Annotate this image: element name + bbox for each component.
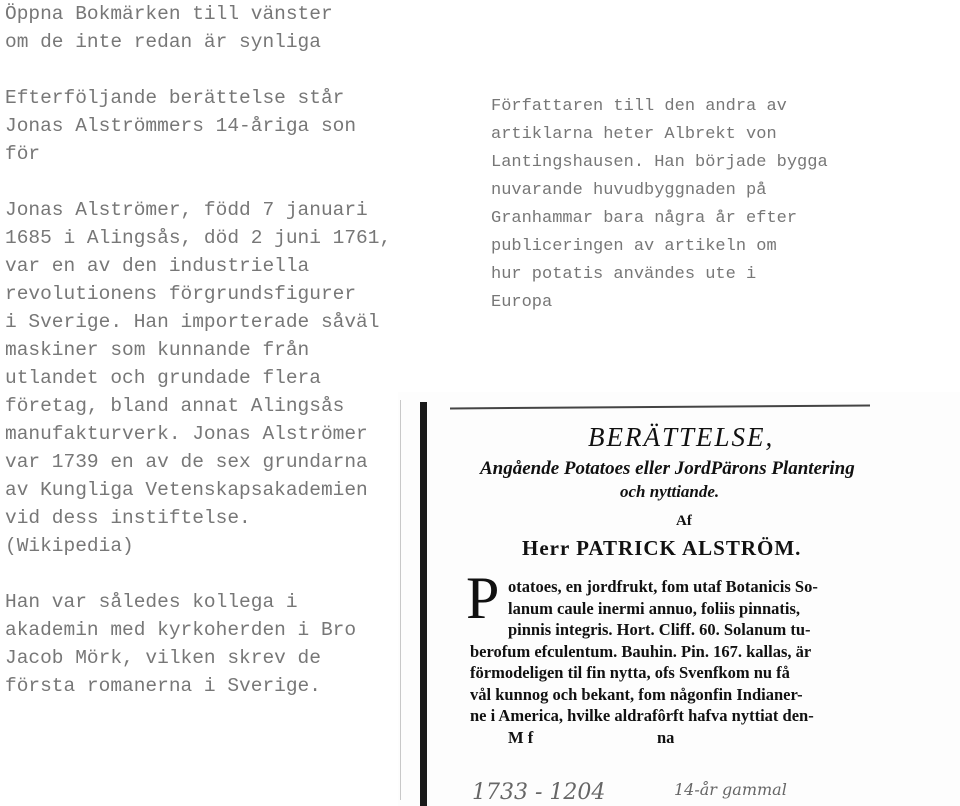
scan-line: M f na (508, 727, 675, 747)
right-column (491, 93, 951, 317)
scan-drop-cap: P (466, 565, 500, 631)
scanned-document (398, 392, 960, 806)
author-note-paragraph: Författaren till den andra av artiklarna heter Albrekt von Lantingshausen. Han började bygga nuvarande huvudbyggnaden på Granhammar bara några år efter publiceringen av artikeln om hur potatis användes ute i Europa (491, 97, 828, 312)
scan-line: berofum efculentum. Bauhin. Pin. 167. kallas, är (470, 641, 812, 661)
scan-subtitle: Angående Potatoes eller JordPärons Plantering (480, 458, 855, 479)
scan-handwriting-2: 14-år gammal (674, 780, 787, 799)
scan-line: vål kunnog och bekant, fom någonfin Indianer- (470, 684, 803, 704)
scan-top-rule (450, 405, 870, 410)
scan-subtitle-2: och nyttiande. (620, 482, 720, 501)
scan-line: otatoes, en jordfrukt, fom utaf Botanicis So- (508, 577, 818, 596)
scan-edge-line (400, 400, 401, 800)
scan-line: förmodeligen til fin nytta, ofs Svenfkom nu få (470, 663, 790, 682)
scan-line: ne i America, hvilke aldrafôrft hafva nyttiat den- (470, 706, 814, 725)
scan-body-text (470, 576, 950, 748)
colleague-paragraph: Han var således kollega i akademin med kyrkoherden i Bro Jacob Mörk, vilken skrev de första romanerna i Sverige. (5, 591, 357, 697)
scan-handwriting: 1733 - 1204 (472, 780, 606, 805)
bio-paragraph: Jonas Alströmer, född 7 januari 1685 i Alingsås, död 2 juni 1761, var en av den industriella revolutionens förgrundsfigurer i Sverige. Han importerade såväl maskiner som kunnande från utlandet och grundade flera företag, bland annat Alingsås manufakturverk. Jonas Alströmer var 1739 en av de sex grundarna av Kungliga Vetenskapsakademien vid dess instiftelse. (Wikipedia) (5, 199, 392, 557)
scan-binding-bar (420, 402, 427, 806)
scan-line: pinnis integris. Hort. Cliff. 60. Solanum tu- (508, 620, 811, 639)
intro-paragraph: Efterföljande berättelse står Jonas Alströmmers 14-åriga son för (5, 87, 357, 165)
bookmark-notice: Öppna Bokmärken till vänster om de inte redan är synliga (5, 3, 333, 53)
scan-af: Af (676, 513, 692, 529)
scan-title: BERÄTTELSE, (588, 422, 775, 452)
scan-line: lanum caule inermi annuo, foliis pinnatis, (508, 598, 801, 618)
left-column (5, 0, 405, 700)
scan-author: Herr PATRICK ALSTRÖM. (522, 536, 802, 560)
